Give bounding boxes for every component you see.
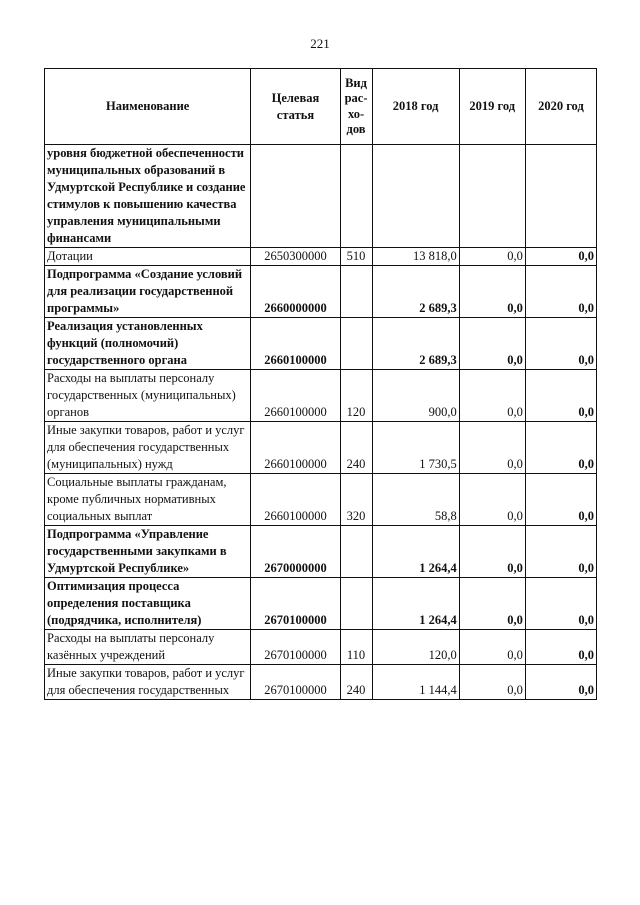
row-code: 2660100000 — [251, 422, 340, 474]
table-row — [45, 318, 597, 370]
table-row — [45, 266, 597, 318]
row-2020: 0,0 — [525, 318, 596, 370]
row-vid — [340, 526, 372, 578]
row-vid: 120 — [340, 370, 372, 422]
row-vid — [340, 266, 372, 318]
row-code: 2650300000 — [251, 248, 340, 266]
row-2020: 0,0 — [525, 422, 596, 474]
row-2018: 1 730,5 — [372, 422, 459, 474]
table-row — [45, 526, 597, 578]
row-name: Подпрограмма «Управление государственными закупками в Удмуртской Республике» — [45, 526, 251, 578]
row-name: Расходы на выплаты персоналу государственных (муниципальных) органов — [45, 370, 251, 422]
row-code: 2660000000 — [251, 266, 340, 318]
table-row — [45, 578, 597, 630]
row-2018 — [372, 145, 459, 248]
row-2019: 0,0 — [459, 370, 525, 422]
row-2018: 13 818,0 — [372, 248, 459, 266]
table-row — [45, 665, 597, 700]
row-vid — [340, 145, 372, 248]
row-2019: 0,0 — [459, 630, 525, 665]
row-2020: 0,0 — [525, 578, 596, 630]
table-row — [45, 370, 597, 422]
table-row — [45, 630, 597, 665]
row-name: Дотации — [45, 248, 251, 266]
row-vid: 110 — [340, 630, 372, 665]
row-name: Реализация установленных функций (полномочий) государственного органа — [45, 318, 251, 370]
row-2018: 900,0 — [372, 370, 459, 422]
row-name: Оптимизация процесса определения поставщика (подрядчика, исполнителя) — [45, 578, 251, 630]
header-expense-type: Вид рас-хо-дов — [340, 69, 372, 145]
table-row — [45, 248, 597, 266]
row-2020: 0,0 — [525, 266, 596, 318]
table-row — [45, 145, 597, 248]
header-2018: 2018 год — [372, 69, 459, 145]
row-2020: 0,0 — [525, 526, 596, 578]
row-2018: 2 689,3 — [372, 266, 459, 318]
row-2020 — [525, 145, 596, 248]
table-row — [45, 474, 597, 526]
row-2019: 0,0 — [459, 578, 525, 630]
row-code: 2670100000 — [251, 630, 340, 665]
header-2020: 2020 год — [525, 69, 596, 145]
row-vid: 320 — [340, 474, 372, 526]
row-name: Расходы на выплаты персоналу казённых учреждений — [45, 630, 251, 665]
row-code: 2670000000 — [251, 526, 340, 578]
row-name: Социальные выплаты гражданам, кроме публичных нормативных социальных выплат — [45, 474, 251, 526]
budget-table — [44, 68, 597, 700]
row-2018: 2 689,3 — [372, 318, 459, 370]
row-2019: 0,0 — [459, 474, 525, 526]
header-2019: 2019 год — [459, 69, 525, 145]
row-name: уровня бюджетной обеспеченности муниципальных образований в Удмуртской Республике и создание стимулов к повышению качества управления муниципальными финансами — [45, 145, 251, 248]
row-vid: 240 — [340, 665, 372, 700]
header-name: Наименование — [45, 69, 251, 145]
row-2020: 0,0 — [525, 474, 596, 526]
row-2020: 0,0 — [525, 665, 596, 700]
row-code: 2670100000 — [251, 578, 340, 630]
row-vid — [340, 318, 372, 370]
page-number: 221 — [310, 36, 330, 51]
row-vid — [340, 578, 372, 630]
row-2018: 1 264,4 — [372, 526, 459, 578]
table-header-row — [45, 69, 597, 145]
table-row — [45, 422, 597, 474]
row-code: 2660100000 — [251, 370, 340, 422]
row-2020: 0,0 — [525, 630, 596, 665]
row-2019: 0,0 — [459, 526, 525, 578]
row-code: 2660100000 — [251, 318, 340, 370]
row-2019: 0,0 — [459, 266, 525, 318]
row-2019 — [459, 145, 525, 248]
row-2019: 0,0 — [459, 665, 525, 700]
row-vid: 240 — [340, 422, 372, 474]
row-2018: 1 264,4 — [372, 578, 459, 630]
row-code — [251, 145, 340, 248]
row-2019: 0,0 — [459, 248, 525, 266]
header-target-article: Целевая статья — [251, 69, 340, 145]
row-2020: 0,0 — [525, 370, 596, 422]
row-name: Иные закупки товаров, работ и услуг для обеспечения государственных — [45, 665, 251, 700]
row-name: Подпрограмма «Создание условий для реализации государственной программы» — [45, 266, 251, 318]
row-code: 2660100000 — [251, 474, 340, 526]
row-2020: 0,0 — [525, 248, 596, 266]
row-2018: 120,0 — [372, 630, 459, 665]
row-name: Иные закупки товаров, работ и услуг для обеспечения государственных (муниципальных) нужд — [45, 422, 251, 474]
row-2018: 1 144,4 — [372, 665, 459, 700]
row-code: 2670100000 — [251, 665, 340, 700]
row-2019: 0,0 — [459, 318, 525, 370]
row-2018: 58,8 — [372, 474, 459, 526]
row-vid: 510 — [340, 248, 372, 266]
row-2019: 0,0 — [459, 422, 525, 474]
